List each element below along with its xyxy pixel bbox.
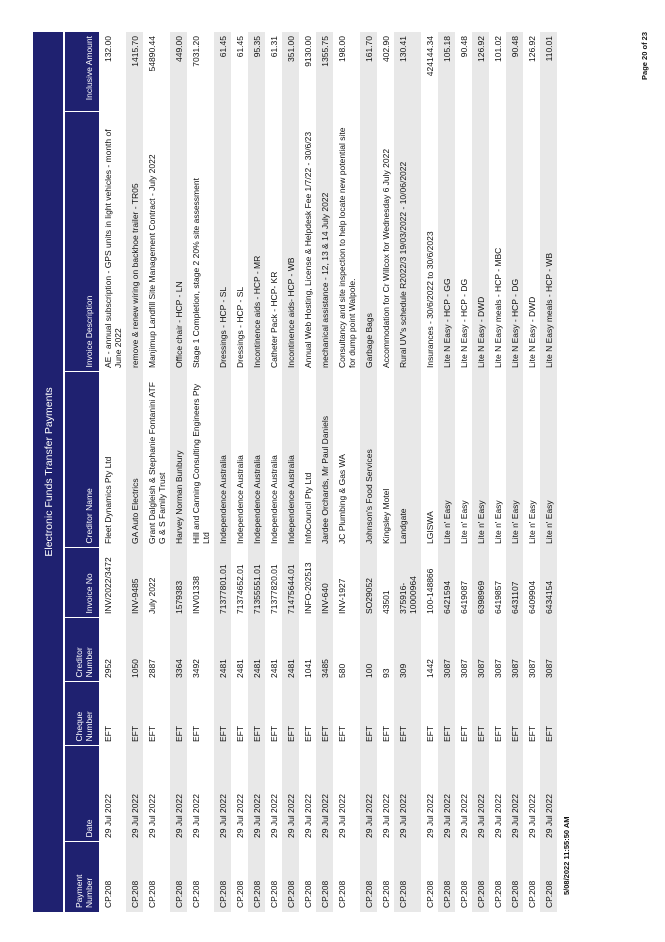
cell-invoice_description: Incontinence aids - HCP - MR bbox=[248, 112, 265, 372]
cell-creditor_number: 1442 bbox=[421, 618, 438, 682]
cell-payment_number: CP.208 bbox=[333, 842, 360, 912]
cell-payment_number: CP.208 bbox=[282, 842, 299, 912]
cell-cheque_number: EFT bbox=[472, 682, 489, 746]
cell-invoice_description: Lite N Easy - DWD bbox=[472, 112, 489, 372]
cell-creditor_number: 2481 bbox=[248, 618, 265, 682]
cell-cheque_number: EFT bbox=[214, 682, 231, 746]
cell-creditor_number: 309 bbox=[394, 618, 421, 682]
report-title: Electronic Funds Transfer Payments bbox=[33, 32, 65, 912]
cell-invoice_description: Stage 1 Completion, stage 2 20% site assessment bbox=[187, 112, 214, 372]
table-row bbox=[282, 32, 299, 912]
table-row bbox=[265, 32, 282, 912]
cell-inclusive_amount: 130.41 bbox=[394, 32, 421, 112]
cell-inclusive_amount: 1415.70 bbox=[126, 32, 143, 112]
cell-creditor_number: 3492 bbox=[187, 618, 214, 682]
cell-inclusive_amount: 424144.34 bbox=[421, 32, 438, 112]
cell-creditor_number: 2481 bbox=[214, 618, 231, 682]
cell-payment_number: CP.208 bbox=[540, 842, 557, 912]
cell-creditor_name: Independence Australia bbox=[231, 372, 248, 548]
cell-inclusive_amount: 90.48 bbox=[455, 32, 472, 112]
cell-inclusive_amount: 7031.20 bbox=[187, 32, 214, 112]
cell-date: 29 Jul 2022 bbox=[540, 746, 557, 842]
cell-invoice_description: Manjimup Landfill Site Management Contract - July 2022 bbox=[143, 112, 170, 372]
cell-creditor_name: Independence Australia bbox=[248, 372, 265, 548]
cell-invoice_no: INFO-202513 bbox=[299, 548, 316, 618]
cell-date: 29 Jul 2022 bbox=[472, 746, 489, 842]
cell-payment_number: CP.208 bbox=[489, 842, 506, 912]
cell-cheque_number: EFT bbox=[248, 682, 265, 746]
cell-invoice_no: 6421594 bbox=[438, 548, 455, 618]
cell-payment_number: CP.208 bbox=[523, 842, 540, 912]
cell-payment_number: CP.208 bbox=[214, 842, 231, 912]
cell-cheque_number: EFT bbox=[360, 682, 377, 746]
table-row bbox=[377, 32, 394, 912]
report-body bbox=[33, 32, 571, 912]
cell-cheque_number: EFT bbox=[523, 682, 540, 746]
table-row bbox=[506, 32, 523, 912]
cell-creditor_name: Lite n' Easy bbox=[455, 372, 472, 548]
table-row bbox=[438, 32, 455, 912]
cell-cheque_number: EFT bbox=[282, 682, 299, 746]
cell-cheque_number: EFT bbox=[231, 682, 248, 746]
table-row bbox=[540, 32, 557, 912]
table-row bbox=[187, 32, 214, 912]
cell-payment_number: CP.208 bbox=[143, 842, 170, 912]
cell-payment_number: CP.208 bbox=[248, 842, 265, 912]
cell-cheque_number: EFT bbox=[438, 682, 455, 746]
column-header-invoice_description: Invoice Description bbox=[65, 112, 99, 372]
table-row bbox=[472, 32, 489, 912]
cell-invoice_description: Catheter Pack - HCP- KR bbox=[265, 112, 282, 372]
cell-creditor_name: LGISWA bbox=[421, 372, 438, 548]
cell-invoice_description: Annual Web Hosting, License & Helpdesk Fee 1/7/22 - 30/6/23 bbox=[299, 112, 316, 372]
cell-cheque_number: EFT bbox=[540, 682, 557, 746]
column-header-creditor_name: Creditor Name bbox=[65, 372, 99, 548]
cell-invoice_description: Lite N Easy meals - HCP - MBC bbox=[489, 112, 506, 372]
cell-invoice_description: Accommodation for Cr Willcox for Wednesday 6 July 2022 bbox=[377, 112, 394, 372]
cell-invoice_no: INV/2022/3472 bbox=[99, 548, 126, 618]
cell-inclusive_amount: 54890.44 bbox=[143, 32, 170, 112]
cell-creditor_number: 1050 bbox=[126, 618, 143, 682]
cell-creditor_name: Lite n' Easy bbox=[438, 372, 455, 548]
cell-date: 29 Jul 2022 bbox=[316, 746, 333, 842]
table-row bbox=[394, 32, 421, 912]
cell-invoice_no: INV-9485 bbox=[126, 548, 143, 618]
cell-payment_number: CP.208 bbox=[472, 842, 489, 912]
cell-invoice_no: 375916-10000964 bbox=[394, 548, 421, 618]
cell-payment_number: CP.208 bbox=[265, 842, 282, 912]
column-header-inclusive_amount: Inclusive Amount bbox=[65, 32, 99, 112]
cell-creditor_number: 2887 bbox=[143, 618, 170, 682]
cell-invoice_no: 71377820.01 bbox=[265, 548, 282, 618]
cell-date: 29 Jul 2022 bbox=[377, 746, 394, 842]
cell-creditor_name: Jardee Orchards, Mr Paul Daniels bbox=[316, 372, 333, 548]
cell-date: 29 Jul 2022 bbox=[506, 746, 523, 842]
cell-invoice_no: 71374652.01 bbox=[231, 548, 248, 618]
cell-invoice_no: INV01338 bbox=[187, 548, 214, 618]
column-header-creditor_number: Creditor Number bbox=[65, 618, 99, 682]
cell-invoice_description: Lite N Easy - HCP - DG bbox=[455, 112, 472, 372]
cell-invoice_description: Office chair - HCP - LN bbox=[170, 112, 187, 372]
cell-invoice_no: July 2022 bbox=[143, 548, 170, 618]
cell-creditor_number: 3087 bbox=[506, 618, 523, 682]
cell-inclusive_amount: 198.00 bbox=[333, 32, 360, 112]
cell-cheque_number: EFT bbox=[316, 682, 333, 746]
cell-invoice_no: 1579383 bbox=[170, 548, 187, 618]
cell-date: 29 Jul 2022 bbox=[248, 746, 265, 842]
cell-creditor_number: 3087 bbox=[438, 618, 455, 682]
cell-creditor_number: 3364 bbox=[170, 618, 187, 682]
payments-table bbox=[65, 32, 557, 912]
cell-invoice_description: Lite N Easy - DWD bbox=[523, 112, 540, 372]
cell-cheque_number: EFT bbox=[187, 682, 214, 746]
cell-cheque_number: EFT bbox=[506, 682, 523, 746]
cell-payment_number: CP.208 bbox=[377, 842, 394, 912]
cell-inclusive_amount: 95.35 bbox=[248, 32, 265, 112]
column-header-invoice_no: Invoice No bbox=[65, 548, 99, 618]
cell-creditor_number: 3087 bbox=[523, 618, 540, 682]
cell-cheque_number: EFT bbox=[170, 682, 187, 746]
cell-creditor_name: JC Plumbing & Gas WA bbox=[333, 372, 360, 548]
table-row bbox=[143, 32, 170, 912]
cell-inclusive_amount: 61.31 bbox=[265, 32, 282, 112]
cell-creditor_number: 100 bbox=[360, 618, 377, 682]
cell-date: 29 Jul 2022 bbox=[214, 746, 231, 842]
cell-payment_number: CP.208 bbox=[394, 842, 421, 912]
cell-date: 29 Jul 2022 bbox=[99, 746, 126, 842]
cell-inclusive_amount: 61.45 bbox=[214, 32, 231, 112]
cell-creditor_name: Lite n' Easy bbox=[472, 372, 489, 548]
cell-date: 29 Jul 2022 bbox=[523, 746, 540, 842]
cell-inclusive_amount: 351.00 bbox=[282, 32, 299, 112]
cell-invoice_no: 6431107 bbox=[506, 548, 523, 618]
cell-creditor_name: InfoCouncil Pty Ltd bbox=[299, 372, 316, 548]
table-row bbox=[248, 32, 265, 912]
table-row bbox=[316, 32, 333, 912]
cell-inclusive_amount: 9130.00 bbox=[299, 32, 316, 112]
table-row bbox=[170, 32, 187, 912]
cell-cheque_number: EFT bbox=[455, 682, 472, 746]
cell-invoice_description: Lite N Easy meals - HCP - WB bbox=[540, 112, 557, 372]
cell-cheque_number: EFT bbox=[143, 682, 170, 746]
cell-date: 29 Jul 2022 bbox=[438, 746, 455, 842]
cell-creditor_name: Grant Dalgleish & Stephanie Fontanini ATF G & S Family Trust bbox=[143, 372, 170, 548]
cell-payment_number: CP.208 bbox=[187, 842, 214, 912]
cell-payment_number: CP.208 bbox=[506, 842, 523, 912]
table-row bbox=[421, 32, 438, 912]
cell-invoice_no: 100-148866 bbox=[421, 548, 438, 618]
cell-cheque_number: EFT bbox=[333, 682, 360, 746]
cell-invoice_description: Lite N Easy - HCP - GG bbox=[438, 112, 455, 372]
cell-payment_number: CP.208 bbox=[126, 842, 143, 912]
cell-creditor_number: 2481 bbox=[265, 618, 282, 682]
cell-invoice_no: 6409904 bbox=[523, 548, 540, 618]
cell-payment_number: CP.208 bbox=[438, 842, 455, 912]
table-row bbox=[489, 32, 506, 912]
cell-creditor_name: Harvey Norman Bunbury bbox=[170, 372, 187, 548]
cell-invoice_description: AE - annual subscription - GPS units in light vehicles - month of June 2022 bbox=[99, 112, 126, 372]
cell-creditor_name: Kingsley Motel bbox=[377, 372, 394, 548]
cell-invoice_no: 71377801.01 bbox=[214, 548, 231, 618]
table-header-row bbox=[65, 32, 99, 912]
cell-date: 29 Jul 2022 bbox=[143, 746, 170, 842]
cell-inclusive_amount: 132.00 bbox=[99, 32, 126, 112]
cell-date: 29 Jul 2022 bbox=[299, 746, 316, 842]
table-row bbox=[333, 32, 360, 912]
cell-payment_number: CP.208 bbox=[316, 842, 333, 912]
cell-invoice_description: remove & renew wiring on backhoe trailer - TR05 bbox=[126, 112, 143, 372]
cell-creditor_name: Lite n' Easy bbox=[506, 372, 523, 548]
cell-date: 29 Jul 2022 bbox=[489, 746, 506, 842]
cell-date: 29 Jul 2022 bbox=[394, 746, 421, 842]
cell-invoice_no: INV-640 bbox=[316, 548, 333, 618]
print-datetime: 5/08/2022 11:55:50 AM bbox=[562, 816, 571, 895]
cell-creditor_number: 2952 bbox=[99, 618, 126, 682]
cell-creditor_name: Lite n' Easy bbox=[540, 372, 557, 548]
cell-date: 29 Jul 2022 bbox=[126, 746, 143, 842]
cell-inclusive_amount: 110.01 bbox=[540, 32, 557, 112]
table-row bbox=[214, 32, 231, 912]
cell-date: 29 Jul 2022 bbox=[187, 746, 214, 842]
cell-inclusive_amount: 90.48 bbox=[506, 32, 523, 112]
cell-creditor_name: Landgate bbox=[394, 372, 421, 548]
cell-creditor_name: Fleet Dynamics Pty Ltd bbox=[99, 372, 126, 548]
table-body bbox=[99, 32, 557, 912]
cell-payment_number: CP.208 bbox=[99, 842, 126, 912]
cell-date: 29 Jul 2022 bbox=[231, 746, 248, 842]
cell-creditor_name: Independence Australia bbox=[265, 372, 282, 548]
table-row bbox=[360, 32, 377, 912]
cell-invoice_description: Rural UV's schedule R2022/3 19/03/2022 - 10/06/2022 bbox=[394, 112, 421, 372]
cell-inclusive_amount: 61.45 bbox=[231, 32, 248, 112]
cell-creditor_number: 1041 bbox=[299, 618, 316, 682]
cell-inclusive_amount: 105.18 bbox=[438, 32, 455, 112]
cell-invoice_description: Incontinence aids- HCP - WB bbox=[282, 112, 299, 372]
cell-creditor_number: 3087 bbox=[540, 618, 557, 682]
cell-creditor_number: 3485 bbox=[316, 618, 333, 682]
cell-payment_number: CP.208 bbox=[231, 842, 248, 912]
cell-inclusive_amount: 402.90 bbox=[377, 32, 394, 112]
cell-creditor_number: 3087 bbox=[455, 618, 472, 682]
cell-payment_number: CP.208 bbox=[170, 842, 187, 912]
cell-cheque_number: EFT bbox=[99, 682, 126, 746]
cell-inclusive_amount: 449.00 bbox=[170, 32, 187, 112]
cell-inclusive_amount: 1355.75 bbox=[316, 32, 333, 112]
cell-cheque_number: EFT bbox=[265, 682, 282, 746]
cell-creditor_name: Independence Australia bbox=[282, 372, 299, 548]
cell-invoice_no: 43501 bbox=[377, 548, 394, 618]
cell-payment_number: CP.208 bbox=[421, 842, 438, 912]
cell-invoice_description: Insurances - 30/6/2022 to 30/6/2023 bbox=[421, 112, 438, 372]
cell-invoice_description: Lite N Easy - HCP - DG bbox=[506, 112, 523, 372]
page-number: Page 20 of 23 bbox=[640, 32, 649, 80]
table-row bbox=[455, 32, 472, 912]
cell-invoice_no: 6419087 bbox=[455, 548, 472, 618]
cell-invoice_no: 6419857 bbox=[489, 548, 506, 618]
cell-cheque_number: EFT bbox=[377, 682, 394, 746]
cell-invoice_no: 6434154 bbox=[540, 548, 557, 618]
column-header-payment_number: Payment Number bbox=[65, 842, 99, 912]
cell-invoice_description: mechanical assistance - 12, 13 & 14 July 2022 bbox=[316, 112, 333, 372]
cell-invoice_description: Garbage Bags bbox=[360, 112, 377, 372]
cell-date: 29 Jul 2022 bbox=[455, 746, 472, 842]
column-header-date: Date bbox=[65, 746, 99, 842]
cell-invoice_no: 71475644.01 bbox=[282, 548, 299, 618]
cell-invoice_no: 6398969 bbox=[472, 548, 489, 618]
cell-invoice_description: Dressings - HCP - SL bbox=[231, 112, 248, 372]
cell-payment_number: CP.208 bbox=[455, 842, 472, 912]
cell-payment_number: CP.208 bbox=[360, 842, 377, 912]
cell-date: 29 Jul 2022 bbox=[421, 746, 438, 842]
cell-cheque_number: EFT bbox=[126, 682, 143, 746]
cell-cheque_number: EFT bbox=[394, 682, 421, 746]
cell-creditor_number: 93 bbox=[377, 618, 394, 682]
cell-payment_number: CP.208 bbox=[299, 842, 316, 912]
cell-creditor_name: Lite n' Easy bbox=[489, 372, 506, 548]
column-header-cheque_number: Cheque Number bbox=[65, 682, 99, 746]
cell-creditor_name: Johnson's Food Services bbox=[360, 372, 377, 548]
cell-creditor_number: 580 bbox=[333, 618, 360, 682]
cell-inclusive_amount: 126.92 bbox=[472, 32, 489, 112]
cell-inclusive_amount: 101.02 bbox=[489, 32, 506, 112]
cell-creditor_name: Lite n' Easy bbox=[523, 372, 540, 548]
cell-invoice_description: Consultancy and site inspection to help locate new potential site for dump point Walpole. bbox=[333, 112, 360, 372]
cell-invoice_no: 71355551.01 bbox=[248, 548, 265, 618]
cell-creditor_number: 3087 bbox=[489, 618, 506, 682]
cell-invoice_no: INV-1927 bbox=[333, 548, 360, 618]
cell-creditor_number: 2481 bbox=[282, 618, 299, 682]
cell-date: 29 Jul 2022 bbox=[170, 746, 187, 842]
cell-creditor_number: 2481 bbox=[231, 618, 248, 682]
cell-creditor_name: Independence Australia bbox=[214, 372, 231, 548]
cell-date: 29 Jul 2022 bbox=[282, 746, 299, 842]
cell-creditor_name: Hill and Canning Consulting Engineers Pty Ltd bbox=[187, 372, 214, 548]
cell-inclusive_amount: 126.92 bbox=[523, 32, 540, 112]
cell-date: 29 Jul 2022 bbox=[360, 746, 377, 842]
table-row bbox=[126, 32, 143, 912]
cell-date: 29 Jul 2022 bbox=[333, 746, 360, 842]
table-row bbox=[231, 32, 248, 912]
cell-cheque_number: EFT bbox=[299, 682, 316, 746]
cell-invoice_description: Dressings - HCP - SL bbox=[214, 112, 231, 372]
cell-cheque_number: EFT bbox=[421, 682, 438, 746]
cell-date: 29 Jul 2022 bbox=[265, 746, 282, 842]
cell-inclusive_amount: 161.70 bbox=[360, 32, 377, 112]
cell-cheque_number: EFT bbox=[489, 682, 506, 746]
table-row bbox=[99, 32, 126, 912]
table-row bbox=[299, 32, 316, 912]
cell-invoice_no: SO29052 bbox=[360, 548, 377, 618]
cell-creditor_number: 3087 bbox=[472, 618, 489, 682]
cell-creditor_name: GA Auto Electrics bbox=[126, 372, 143, 548]
table-row bbox=[523, 32, 540, 912]
